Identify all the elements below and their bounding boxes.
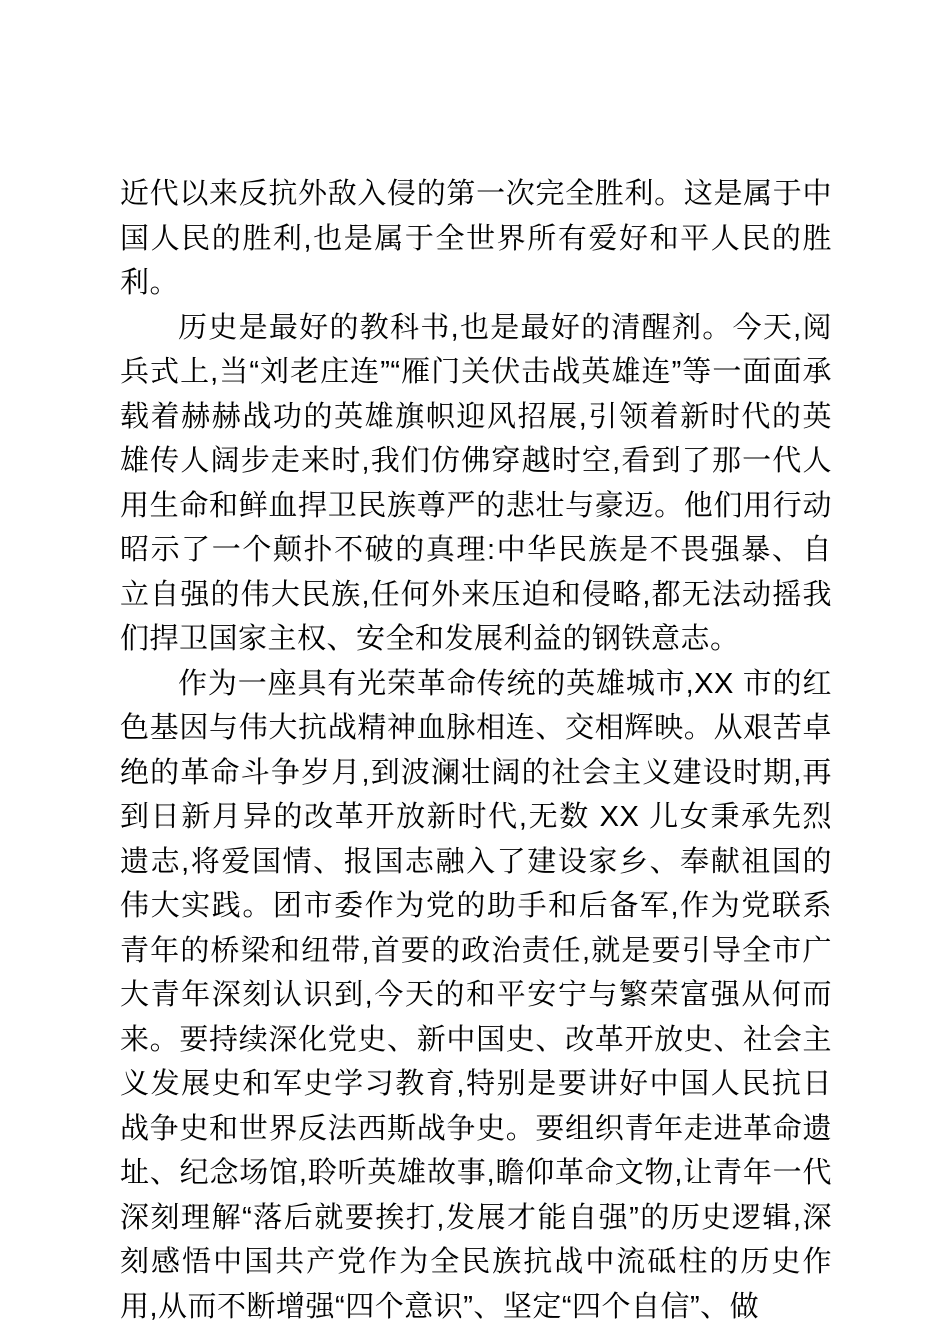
paragraph-continuation: 近代以来反抗外敌入侵的第一次完全胜利。这是属于中国人民的胜利,也是属于全世界所有爱好和平人民的胜利。 xyxy=(120,178,832,299)
paragraph-history-textbook: 历史是最好的教科书,也是最好的清醒剂。今天,阅兵式上,当“刘老庄连”“雁门关伏击战英雄连”等一面面承载着赫赫战功的英雄旗帜迎风招展,引领着新时代的英雄传人阔步走来时,我们仿佛穿越时空,看到了那一代人用生命和鲜血捍卫民族尊严的悲壮与豪迈。他们用行动昭示了一个颠扑不破的真理:中华民族是不畏强暴、自立自强的伟大民族,任何外来压迫和侵略,都无法动摇我们捍卫国家主权、安全和发展利益的钢铁意志。 xyxy=(120,311,832,655)
paragraph-heroic-city: 作为一座具有光荣革命传统的英雄城市,XX 市的红色基因与伟大抗战精神血脉相连、交相辉映。从艰苦卓绝的革命斗争岁月,到波澜壮阔的社会主义建设时期,再到日新月异的改革开放新时代,无数 XX 儿女秉承先烈遗志,将爱国情、报国志融入了建设家乡、奉献祖国的伟大实践。团市委作为党的助手和后备军,作为党联系青年的桥梁和纽带,首要的政治责任,就是要引导全市广大青年深刻认识到,今天的和平安宁与繁荣富强从何而来。要持续深化党史、新中国史、改革开放史、社会主义发展史和军史学习教育,特别是要讲好中国人民抗日战争史和世界反法西斯战争史。要组织青年走进革命遗址、纪念场馆,聆听英雄故事,瞻仰革命文物,让青年一代深刻理解“落后就要挨打,发展才能自强”的历史逻辑,深刻感悟中国共产党作为全民族抗战中流砥柱的历史作用,从而不断增强“四个意识”、坚定“四个自信”、做 xyxy=(120,667,832,1323)
